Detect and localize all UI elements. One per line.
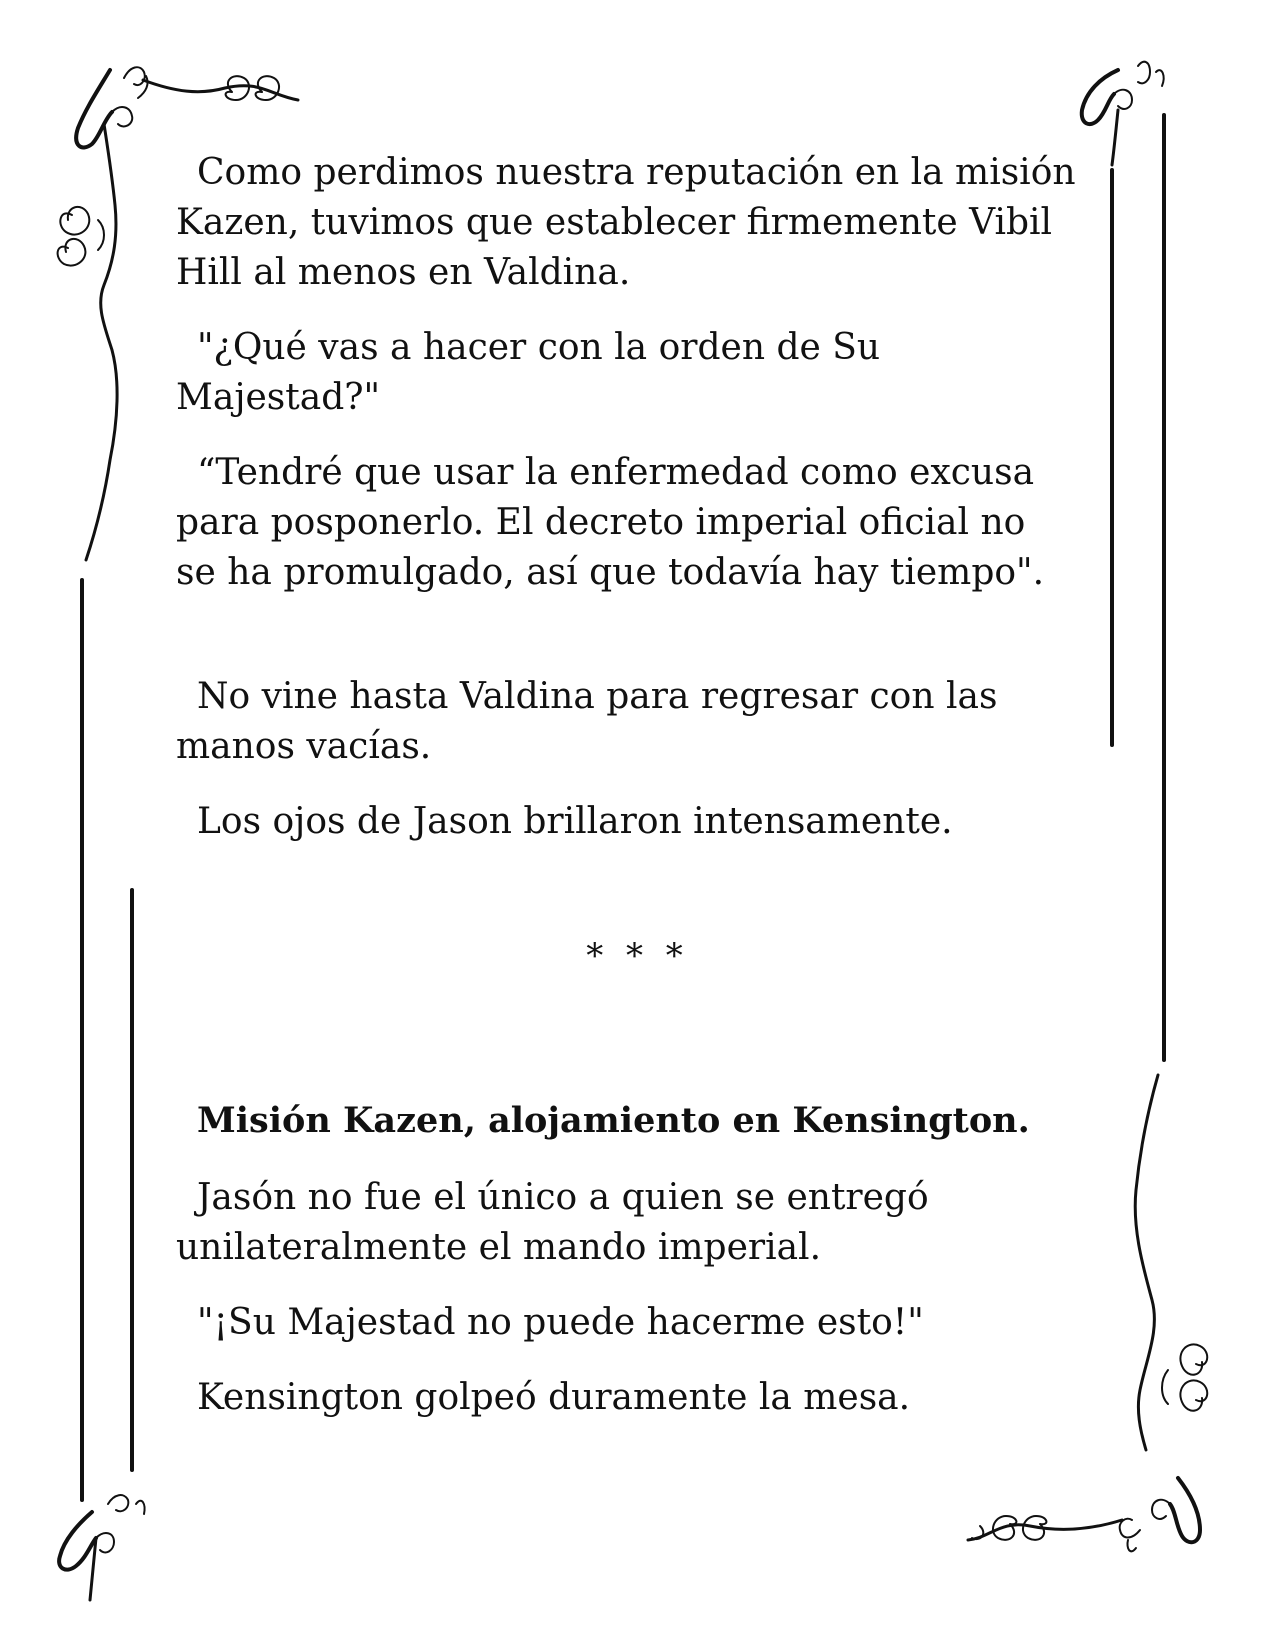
paragraph-3: “Tendré que usar la enfermedad como excusa para posponerlo. El decreto imperial oficial no se ha promulgado, así que todavía hay tiempo". (176, 452, 1045, 593)
flourish-top-right-icon (1082, 62, 1164, 165)
flourish-bottom-left-icon (59, 1495, 144, 1600)
paragraph-2: "¿Qué vas a hacer con la orden de Su Majestad?" (176, 327, 881, 418)
section-separator: * * * (586, 936, 689, 976)
section-paragraph-3: Kensington golpeó duramente la mesa. (197, 1377, 911, 1418)
paragraph-4: No vine hasta Valdina para regresar con las manos vacías. (176, 676, 998, 767)
paragraph-5: Los ojos de Jason brillaron intensamente. (197, 801, 953, 842)
section-heading: Misión Kazen, alojamiento en Kensington. (197, 1100, 1030, 1141)
paragraph-1: Como perdimos nuestra reputación en la misión Kazen, tuvimos que establecer firmemente Vibil Hill al menos en Valdina. (176, 152, 1076, 293)
section-paragraph-1: Jasón no fue el único a quien se entregó unilateralmente el mando imperial. (176, 1177, 929, 1268)
section-paragraph-2: "¡Su Majestad no puede hacerme esto!" (197, 1302, 924, 1343)
